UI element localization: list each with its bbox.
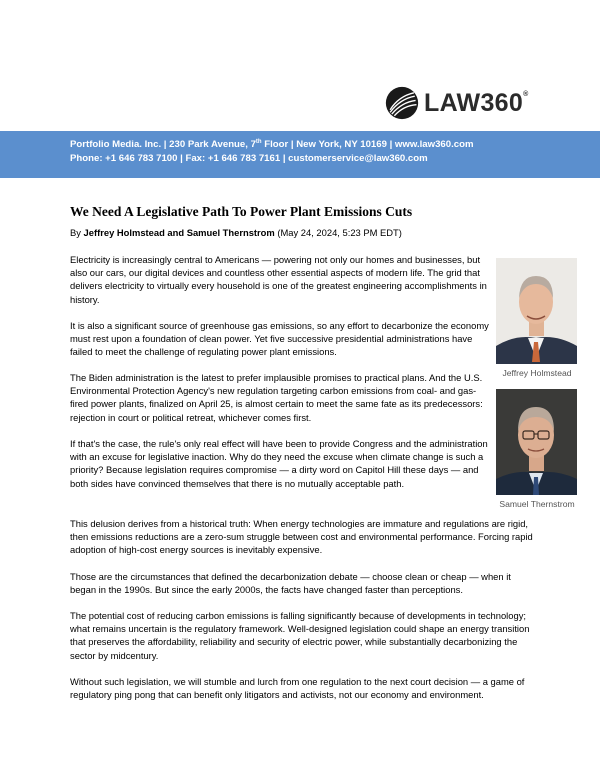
law360-logo xyxy=(385,86,529,120)
article-paragraph: This delusion derives from a historical truth: When energy technologies are immature and regulations are rigid, then emissions reductions are a zero-sum struggle between cost and environmental performance. Forcing rapid adoption of high-cost energy sources is inevitably expensive. xyxy=(70,518,533,556)
banner-address-line: Portfolio Media. Inc. | 230 Park Avenue, 7th Floor | New York, NY 10169 | www.law360.com xyxy=(70,139,474,151)
article-paragraph: The Biden administration is the latest to prefer implausible promises to practical plans. And the U.S. Environmental Protection Agency's new regulation targeting carbon emissions from coal- and gas-fired power plants, finalized on April 25, is almost certain to meet the same fate as its predecessors: rejection in court or political retreat, whichever comes first. xyxy=(70,372,483,423)
article-paragraph: If that's the case, the rule's only real effect will have been to provide Congress and the administration with an excuse for legislative inaction. Why do they need the excuse when climate change is such a priority? Because legislation requires compromise — a dirty word on Capitol Hill these days — and both sides have convinced themselves that there is no mutually acceptable path. xyxy=(70,438,488,489)
article-paragraph: Those are the circumstances that defined the decarbonization debate — choose clean or cheap — when it began in the 1990s. But since the early 2000s, the facts have changed faster than perceptions. xyxy=(70,571,511,596)
logo-wordmark: LAW360® xyxy=(424,88,529,117)
photo-caption: Samuel Thernstrom xyxy=(499,499,575,509)
author-photo-holmstead xyxy=(496,258,577,364)
photo-caption: Jeffrey Holmstead xyxy=(502,368,572,378)
article-paragraph: The potential cost of reducing carbon emissions is falling significantly because of developments in technology; what remains uncertain is the regulatory framework. Well-designed legislation could shape an energy transition that preserves the affordability, reliability and security of electric power, while substantially decarbonizing the sector by midcentury. xyxy=(70,610,530,661)
banner-contact-line: Phone: +1 646 783 7100 | Fax: +1 646 783 7161 | customerservice@law360.com xyxy=(70,153,428,164)
contact-banner xyxy=(0,131,600,178)
article-paragraph: It is also a significant source of greenhouse gas emissions, so any effort to decarbonize the economy must rest upon a foundation of clean power. Yet five successive presidential administrations have failed to meet the challenge of regulating power plant emissions. xyxy=(70,320,489,358)
article-byline: By Jeffrey Holmstead and Samuel Thernstrom (May 24, 2024, 5:23 PM EDT) xyxy=(70,227,402,238)
article-authors: Jeffrey Holmstead and Samuel Thernstrom xyxy=(83,227,275,238)
article-date: (May 24, 2024, 5:23 PM EDT) xyxy=(274,227,402,238)
article-paragraph: Without such legislation, we will stumble and lurch from one regulation to the next court decision — a game of regulatory ping pong that can benefit only litigators and activists, not our economy and environment. xyxy=(70,676,525,701)
article-title: We Need A Legislative Path To Power Plant Emissions Cuts xyxy=(70,204,413,219)
law360-logo-icon xyxy=(385,86,419,120)
article-paragraph: Electricity is increasingly central to Americans — powering not only our homes and businesses, but also our cars, our digital devices and countless other essential aspects of modern life. The grid that delivers electricity to virtually every household is one of the greatest engineering accomplishments in history. xyxy=(70,254,487,305)
author-photo-thernstrom xyxy=(496,389,577,495)
